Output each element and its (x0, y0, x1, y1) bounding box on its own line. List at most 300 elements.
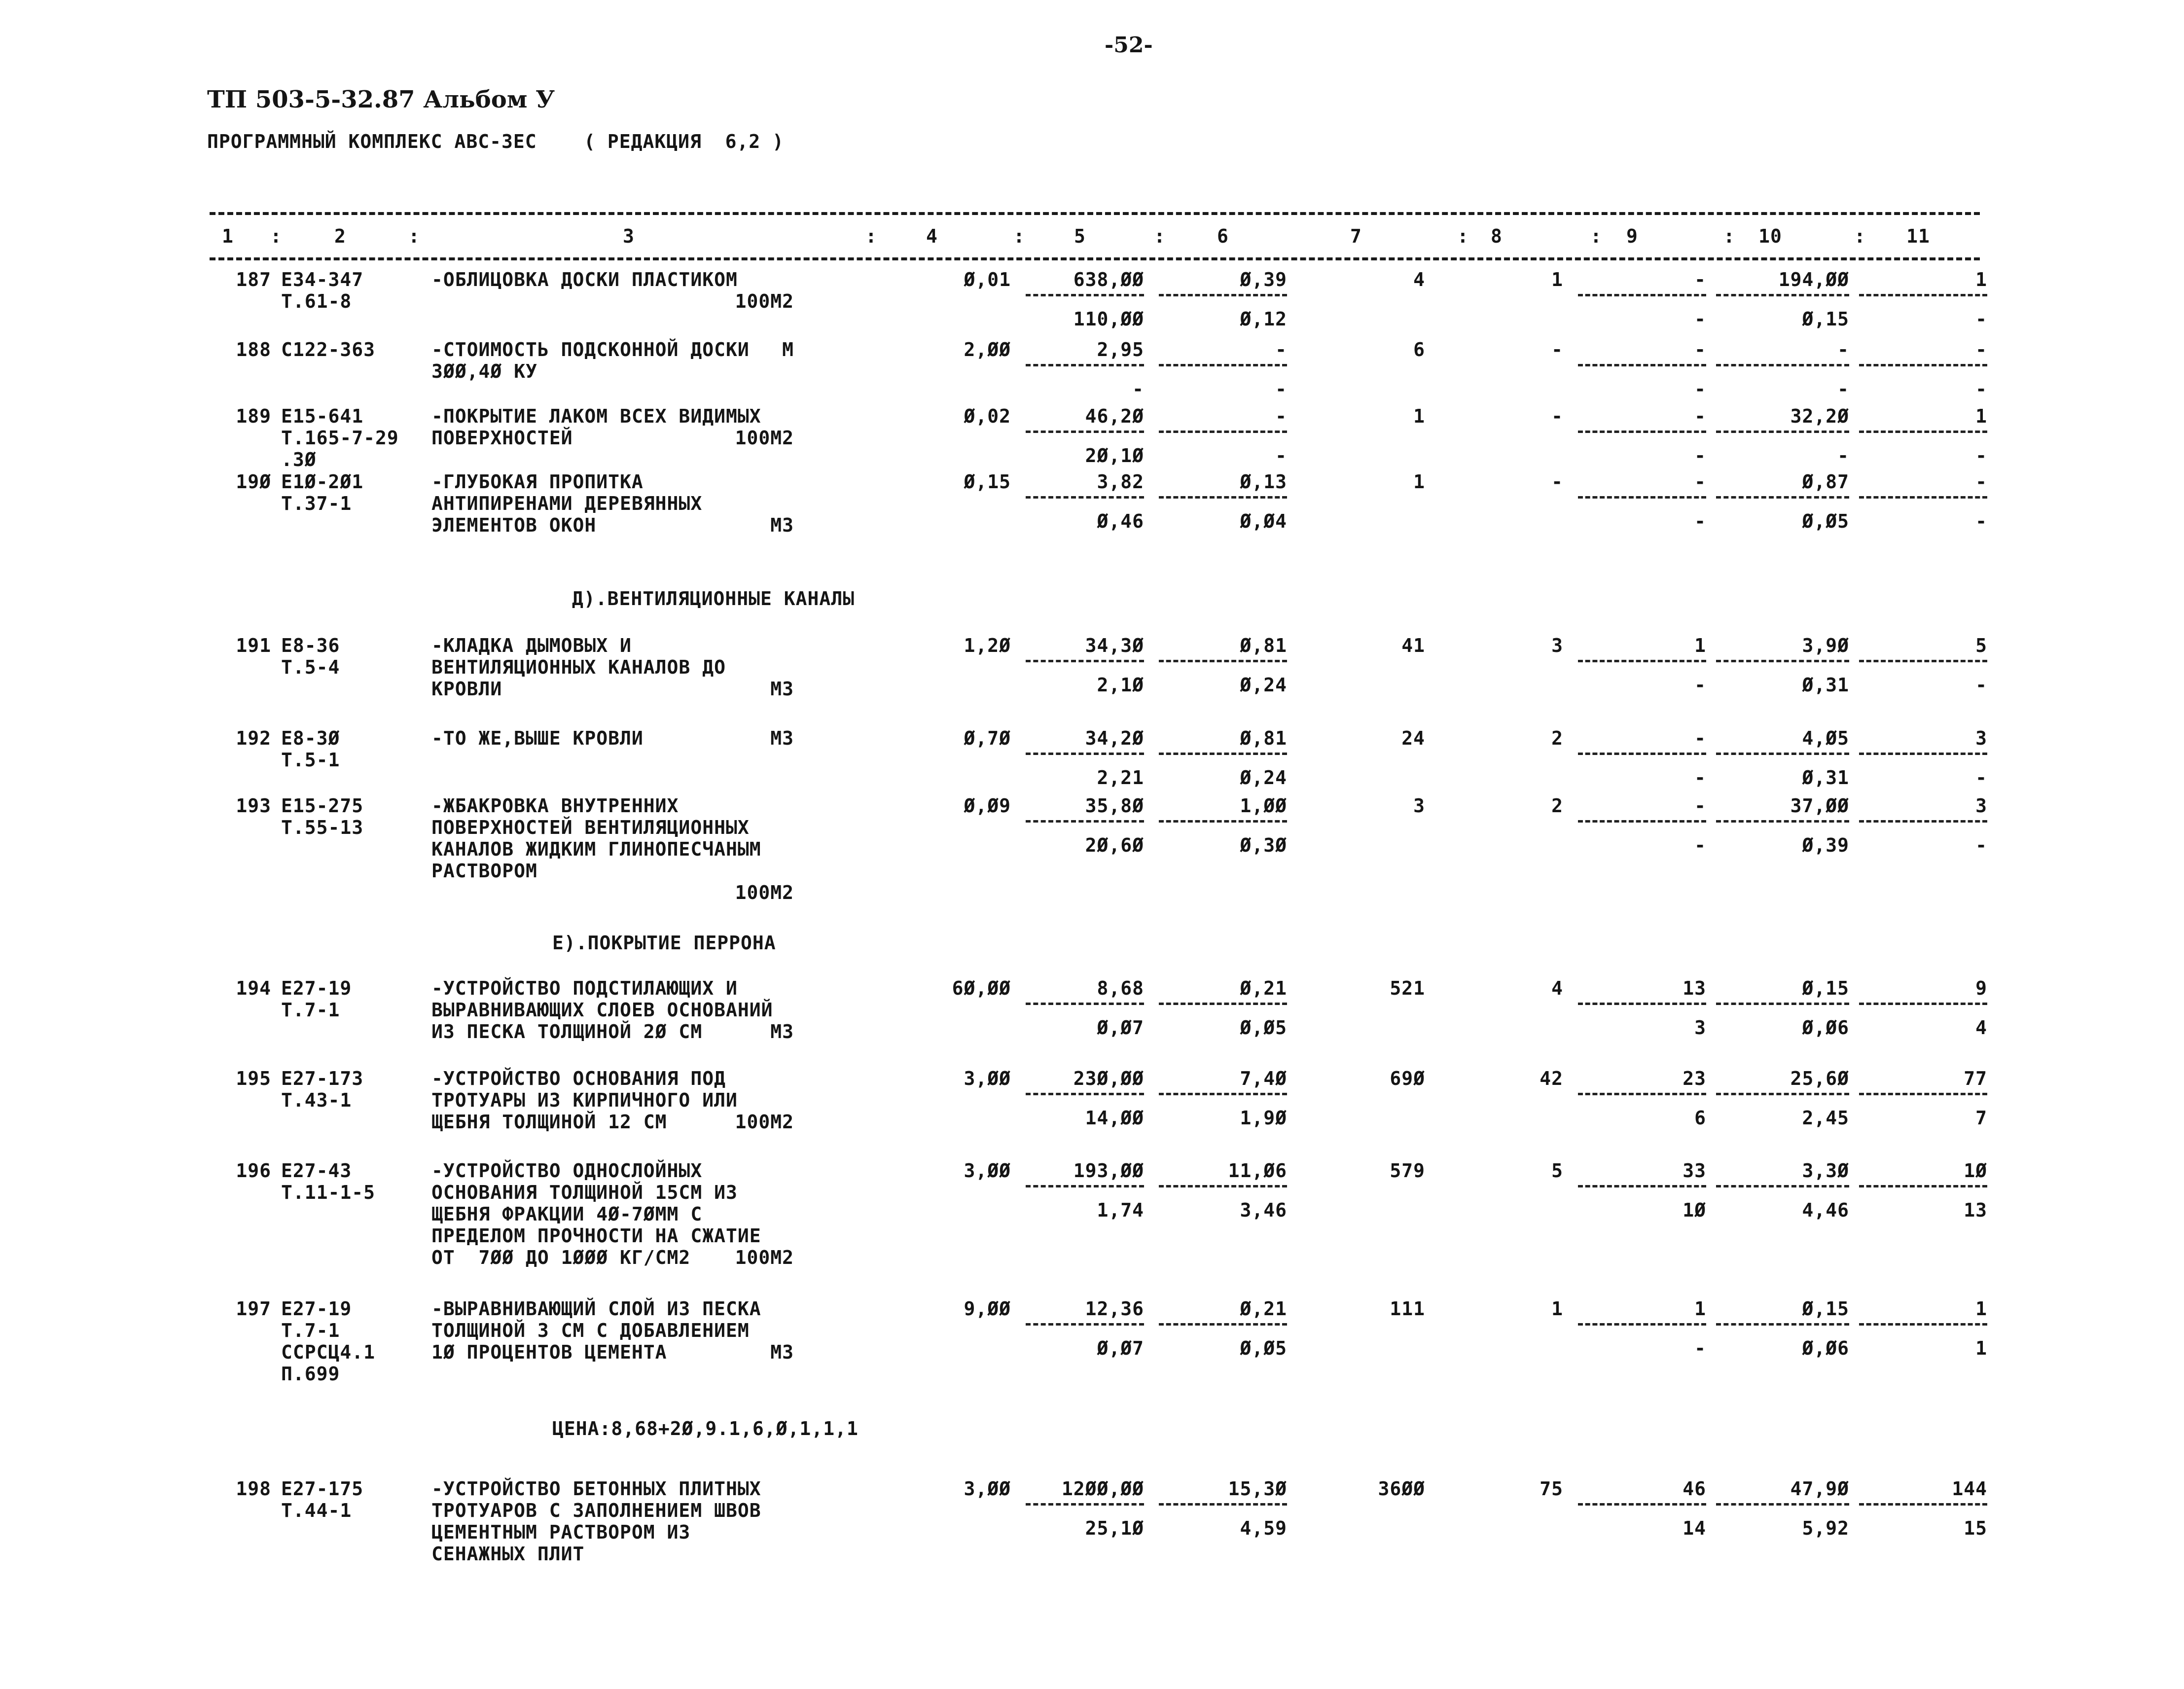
cell-divider (1859, 1503, 1987, 1506)
norm-code: Т.7-1 (281, 1320, 340, 1341)
machine-cost-value: - (1694, 510, 1706, 532)
norm-code: Е8-3Ø (281, 727, 340, 749)
machine-cost-value: 46 (1683, 1478, 1706, 1500)
work-description: -СТОИМОСТЬ ПОДСКОННОЙ ДОСКИ (431, 339, 750, 360)
labor-total-value: - (1975, 308, 1987, 330)
cell-divider (1159, 496, 1287, 499)
cell-divider (1026, 294, 1144, 296)
work-description: ЦЕМЕНТНЫМ РАСТВОРОМ ИЗ (431, 1521, 691, 1543)
machine-cost-value: 1 (1694, 635, 1706, 656)
machine-cost-value: - (1694, 445, 1706, 467)
work-description: 1Ø ПРОЦЕНТОВ ЦЕМЕНТА (431, 1341, 667, 1363)
unit-of-measure: М3 (770, 1021, 794, 1042)
wage-value: Ø,Ø4 (1240, 510, 1287, 532)
labor-value: 3,3Ø (1802, 1160, 1849, 1182)
labor-value: 3,9Ø (1802, 635, 1849, 656)
cell-divider (1716, 660, 1849, 662)
unit-cost-value: - (1132, 378, 1144, 400)
wage-value: 7,4Ø (1240, 1068, 1287, 1089)
labor-total-value: 77 (1964, 1068, 1987, 1089)
table-header-rule (210, 257, 1980, 260)
cell-divider (1859, 753, 1987, 755)
norm-code: Т.55-13 (281, 817, 364, 838)
norm-code: Т.5-1 (281, 749, 340, 771)
cell-divider (1859, 660, 1987, 662)
wage-value: Ø,3Ø (1240, 834, 1287, 856)
cell-divider (1859, 1003, 1987, 1005)
work-description: ТОЛЩИНОЙ 3 СМ С ДОБАВЛЕНИЕМ (431, 1320, 750, 1341)
unit-cost-value: 638,ØØ (1073, 269, 1144, 290)
cell-divider (1716, 294, 1849, 296)
machine-cost-value: 3 (1694, 1017, 1706, 1039)
row-number: 188 (236, 339, 271, 360)
wage-value: Ø,13 (1240, 471, 1287, 493)
unit-cost-value: 8,68 (1097, 977, 1144, 999)
quantity-value: 6Ø,ØØ (952, 977, 1011, 999)
norm-code: Е8-36 (281, 635, 340, 656)
work-description: -ПОКРЫТИЕ ЛАКОМ ВСЕХ ВИДИМЫХ (431, 405, 761, 427)
column-separator: : (270, 225, 282, 247)
labor-total-value: 1 (1975, 269, 1987, 290)
wage-value: Ø,Ø5 (1240, 1337, 1287, 1359)
work-description: КРОВЛИ (431, 678, 502, 700)
wage-value: 1,9Ø (1240, 1107, 1287, 1129)
column-header-9: 9 (1626, 225, 1638, 247)
unit-cost-value: 34,3Ø (1085, 635, 1144, 656)
program-header: ПРОГРАММНЫЙ КОМПЛЕКС АВС-3ЕС ( РЕДАКЦИЯ 6,2 ) (207, 131, 785, 152)
total-wage-value: 75 (1540, 1478, 1563, 1500)
row-number: 193 (236, 795, 271, 817)
labor-total-value: 9 (1975, 977, 1987, 999)
unit-cost-value: 46,2Ø (1085, 405, 1144, 427)
labor-total-value: 1 (1975, 1337, 1987, 1359)
column-separator: : (1013, 225, 1025, 247)
total-cost-value: 24 (1401, 727, 1425, 749)
quantity-value: Ø,02 (964, 405, 1011, 427)
cell-divider (1859, 496, 1987, 499)
labor-total-value: 144 (1952, 1478, 1987, 1500)
cell-divider (1859, 431, 1987, 433)
labor-value: 37,ØØ (1790, 795, 1849, 817)
unit-cost-value: 23Ø,ØØ (1073, 1068, 1144, 1089)
norm-code: Е34-347 (281, 269, 364, 290)
machine-cost-value: - (1694, 308, 1706, 330)
total-wage-value: 3 (1551, 635, 1563, 656)
column-header-1: 1 (222, 225, 234, 247)
cell-divider (1859, 820, 1987, 823)
wage-value: - (1275, 339, 1287, 360)
cell-divider (1716, 753, 1849, 755)
cell-divider (1859, 1093, 1987, 1095)
labor-total-value: 7 (1975, 1107, 1987, 1129)
machine-cost-value: 1Ø (1683, 1199, 1706, 1221)
machine-cost-value: - (1694, 1337, 1706, 1359)
machine-cost-value: 23 (1683, 1068, 1706, 1089)
machine-cost-value: - (1694, 727, 1706, 749)
work-description: АНТИПИРЕНАМИ ДЕРЕВЯННЫХ (431, 493, 703, 514)
cell-divider (1159, 294, 1287, 296)
work-description: ВЕНТИЛЯЦИОННЫХ КАНАЛОВ ДО (431, 656, 726, 678)
cell-divider (1716, 1093, 1849, 1095)
work-description: -УСТРОЙСТВО ПОДСТИЛАЮЩИХ И (431, 977, 738, 999)
labor-value: 25,6Ø (1790, 1068, 1849, 1089)
machine-cost-value: - (1694, 471, 1706, 493)
labor-value: 4,46 (1802, 1199, 1849, 1221)
column-header-7: 7 (1350, 225, 1362, 247)
quantity-value: 9,ØØ (964, 1298, 1011, 1320)
labor-value: Ø,15 (1802, 1298, 1849, 1320)
machine-cost-value: 33 (1683, 1160, 1706, 1182)
work-description: СЕНАЖНЫХ ПЛИТ (431, 1543, 585, 1565)
cell-divider (1716, 1003, 1849, 1005)
cell-divider (1716, 1185, 1849, 1187)
unit-cost-value: Ø,Ø7 (1097, 1337, 1144, 1359)
unit-cost-value: 35,8Ø (1085, 795, 1144, 817)
unit-of-measure: М3 (770, 727, 794, 749)
cell-divider (1026, 364, 1144, 366)
quantity-value: Ø,01 (964, 269, 1011, 290)
column-separator: : (408, 225, 420, 247)
row-number: 195 (236, 1068, 271, 1089)
unit-cost-value: 2,95 (1097, 339, 1144, 360)
norm-code: Е27-19 (281, 977, 352, 999)
labor-value: Ø,39 (1802, 834, 1849, 856)
labor-total-value: 15 (1964, 1517, 1987, 1539)
work-description: -ГЛУБОКАЯ ПРОПИТКА (431, 471, 644, 493)
cell-divider (1716, 820, 1849, 823)
work-description: ПОВЕРХНОСТЕЙ ВЕНТИЛЯЦИОННЫХ (431, 817, 750, 838)
labor-value: 2,45 (1802, 1107, 1849, 1129)
unit-of-measure: 100М2 (735, 1111, 794, 1133)
column-separator: : (1590, 225, 1602, 247)
work-description: 3ØØ,4Ø КУ (431, 360, 537, 382)
cell-divider (1716, 1503, 1849, 1506)
wage-value: 4,59 (1240, 1517, 1287, 1539)
unit-cost-value: 12,36 (1085, 1298, 1144, 1320)
labor-value: 32,2Ø (1790, 405, 1849, 427)
norm-code: Е15-641 (281, 405, 364, 427)
unit-cost-value: 14,ØØ (1085, 1107, 1144, 1129)
cell-divider (1026, 820, 1144, 823)
work-description: ТРОТУАРОВ С ЗАПОЛНЕНИЕМ ШВОВ (431, 1500, 761, 1521)
labor-total-value: 1 (1975, 1298, 1987, 1320)
row-number: 187 (236, 269, 271, 290)
cell-divider (1159, 1185, 1287, 1187)
labor-value: - (1837, 339, 1849, 360)
cell-divider (1578, 1093, 1706, 1095)
unit-cost-value: 2,1Ø (1097, 674, 1144, 696)
cell-divider (1716, 496, 1849, 499)
column-separator: : (1854, 225, 1866, 247)
unit-cost-value: 34,2Ø (1085, 727, 1144, 749)
wage-value: Ø,81 (1240, 635, 1287, 656)
wage-value: Ø,24 (1240, 674, 1287, 696)
wage-value: Ø,24 (1240, 767, 1287, 789)
column-header-5: 5 (1074, 225, 1086, 247)
total-cost-value: 36ØØ (1378, 1478, 1425, 1500)
labor-value: 5,92 (1802, 1517, 1849, 1539)
section-heading-ventilation: Д).ВЕНТИЛЯЦИОННЫЕ КАНАЛЫ (572, 588, 855, 610)
unit-cost-value: 3,82 (1097, 471, 1144, 493)
labor-total-value: 1 (1975, 405, 1987, 427)
total-cost-value: 579 (1390, 1160, 1425, 1182)
norm-code: .3Ø (281, 449, 317, 470)
labor-value: Ø,15 (1802, 308, 1849, 330)
total-wage-value: 42 (1540, 1068, 1563, 1089)
norm-code: С122-363 (281, 339, 376, 360)
labor-total-value: - (1975, 445, 1987, 467)
norm-code: Е27-173 (281, 1068, 364, 1089)
cell-divider (1578, 364, 1706, 366)
labor-total-value: 3 (1975, 795, 1987, 817)
wage-value: 3,46 (1240, 1199, 1287, 1221)
labor-total-value: - (1975, 339, 1987, 360)
wage-value: - (1275, 378, 1287, 400)
total-wage-value: 1 (1551, 269, 1563, 290)
unit-cost-value: 25,1Ø (1085, 1517, 1144, 1539)
cell-divider (1159, 1003, 1287, 1005)
column-header-3: 3 (623, 225, 635, 247)
cell-divider (1159, 660, 1287, 662)
unit-cost-value: Ø,46 (1097, 510, 1144, 532)
machine-cost-value: 14 (1683, 1517, 1706, 1539)
total-cost-value: 69Ø (1390, 1068, 1425, 1089)
column-separator: : (865, 225, 877, 247)
unit-cost-value: 110,ØØ (1073, 308, 1144, 330)
norm-code: Т.11-1-5 (281, 1182, 376, 1203)
row-number: 198 (236, 1478, 271, 1500)
labor-value: - (1837, 378, 1849, 400)
quantity-value: 3,ØØ (964, 1160, 1011, 1182)
cell-divider (1859, 364, 1987, 366)
work-description: -КЛАДКА ДЫМОВЫХ И (431, 635, 632, 656)
work-description: -ВЫРАВНИВАЮЩИЙ СЛОЙ ИЗ ПЕСКА (431, 1298, 761, 1320)
work-description: ЩЕБНЯ ТОЛЩИНОЙ 12 СМ (431, 1111, 667, 1133)
wage-value: Ø,12 (1240, 308, 1287, 330)
column-header-6: 6 (1217, 225, 1229, 247)
cell-divider (1026, 1185, 1144, 1187)
total-wage-value: 1 (1551, 1298, 1563, 1320)
column-header-4: 4 (926, 225, 938, 247)
unit-cost-value: 2Ø,1Ø (1085, 445, 1144, 467)
column-separator: : (1154, 225, 1166, 247)
cell-divider (1859, 1323, 1987, 1326)
column-separator: : (1723, 225, 1735, 247)
cell-divider (1578, 1323, 1706, 1326)
table-top-rule (210, 212, 1980, 215)
cell-divider (1578, 431, 1706, 433)
cell-divider (1859, 1185, 1987, 1187)
cell-divider (1578, 753, 1706, 755)
total-cost-value: 3 (1413, 795, 1425, 817)
cell-divider (1578, 1185, 1706, 1187)
labor-value: - (1837, 445, 1849, 467)
work-description: ОТ 7ØØ ДО 1ØØØ КГ/СМ2 (431, 1247, 691, 1268)
cell-divider (1159, 753, 1287, 755)
total-cost-value: 1 (1413, 471, 1425, 493)
column-header-10: 10 (1758, 225, 1782, 247)
total-wage-value: 5 (1551, 1160, 1563, 1182)
norm-code: Е27-43 (281, 1160, 352, 1182)
machine-cost-value: - (1694, 795, 1706, 817)
cell-divider (1026, 496, 1144, 499)
machine-cost-value: - (1694, 834, 1706, 856)
labor-total-value: - (1975, 674, 1987, 696)
labor-total-value: - (1975, 471, 1987, 493)
cell-divider (1578, 294, 1706, 296)
cell-divider (1026, 1503, 1144, 1506)
unit-of-measure: М3 (770, 678, 794, 700)
labor-total-value: - (1975, 767, 1987, 789)
cell-divider (1578, 496, 1706, 499)
norm-code: Е15-275 (281, 795, 364, 817)
total-wage-value: - (1551, 471, 1563, 493)
machine-cost-value: - (1694, 405, 1706, 427)
column-header-11: 11 (1906, 225, 1930, 247)
work-description: РАСТВОРОМ (431, 860, 537, 882)
cell-divider (1026, 660, 1144, 662)
cell-divider (1578, 1503, 1706, 1506)
labor-total-value: - (1975, 510, 1987, 532)
quantity-value: 1,2Ø (964, 635, 1011, 656)
machine-cost-value: - (1694, 339, 1706, 360)
work-description: -ТО ЖЕ,ВЫШЕ КРОВЛИ (431, 727, 644, 749)
quantity-value: 3,ØØ (964, 1068, 1011, 1089)
cell-divider (1159, 1323, 1287, 1326)
cell-divider (1159, 364, 1287, 366)
norm-code: Т.44-1 (281, 1500, 352, 1521)
unit-of-measure: 100М2 (735, 1247, 794, 1268)
cell-divider (1578, 820, 1706, 823)
work-description: ПОВЕРХНОСТЕЙ (431, 427, 573, 449)
cell-divider (1026, 1093, 1144, 1095)
labor-total-value: 4 (1975, 1017, 1987, 1039)
norm-code: Е1Ø-2Ø1 (281, 471, 364, 493)
column-header-8: 8 (1491, 225, 1503, 247)
row-number: 192 (236, 727, 271, 749)
cell-divider (1159, 1093, 1287, 1095)
unit-of-measure: 100М2 (735, 290, 794, 312)
work-description: ПРЕДЕЛОМ ПРОЧНОСТИ НА СЖАТИЕ (431, 1225, 761, 1247)
total-wage-value: 4 (1551, 977, 1563, 999)
total-cost-value: 521 (1390, 977, 1425, 999)
unit-of-measure: М3 (770, 1341, 794, 1363)
work-description: ЭЛЕМЕНТОВ ОКОН (431, 514, 597, 536)
work-description: -УСТРОЙСТВО ОДНОСЛОЙНЫХ (431, 1160, 703, 1182)
wage-value: Ø,39 (1240, 269, 1287, 290)
row-number: 197 (236, 1298, 271, 1320)
wage-value: - (1275, 445, 1287, 467)
labor-total-value: 5 (1975, 635, 1987, 656)
labor-value: Ø,Ø6 (1802, 1017, 1849, 1039)
machine-cost-value: 13 (1683, 977, 1706, 999)
cell-divider (1026, 1323, 1144, 1326)
labor-total-value: 1Ø (1964, 1160, 1987, 1182)
machine-cost-value: - (1694, 378, 1706, 400)
labor-total-value: 13 (1964, 1199, 1987, 1221)
cell-divider (1859, 294, 1987, 296)
wage-value: Ø,81 (1240, 727, 1287, 749)
work-description: -ОБЛИЦОВКА ДОСКИ ПЛАСТИКОМ (431, 269, 738, 290)
quantity-value: Ø,15 (964, 471, 1011, 493)
machine-cost-value: - (1694, 674, 1706, 696)
norm-code: ССРСЦ4.1 (281, 1341, 376, 1363)
cell-divider (1159, 820, 1287, 823)
work-description: -УСТРОЙСТВО БЕТОННЫХ ПЛИТНЫХ (431, 1478, 761, 1500)
work-description: ВЫРАВНИВАЮЩИХ СЛОЕВ ОСНОВАНИЙ (431, 999, 773, 1021)
unit-cost-value: 193,ØØ (1073, 1160, 1144, 1182)
labor-value: Ø,31 (1802, 674, 1849, 696)
page-number: -52- (1105, 33, 1153, 58)
norm-code: Т.37-1 (281, 493, 352, 514)
total-cost-value: 1 (1413, 405, 1425, 427)
price-note: ЦЕНА:8,68+2Ø,9.1,6,Ø,1,1,1 (552, 1418, 859, 1439)
quantity-value: 3,ØØ (964, 1478, 1011, 1500)
labor-value: 4,Ø5 (1802, 727, 1849, 749)
cell-divider (1716, 364, 1849, 366)
cell-divider (1716, 431, 1849, 433)
norm-code: Е27-19 (281, 1298, 352, 1320)
cell-divider (1026, 753, 1144, 755)
machine-cost-value: 6 (1694, 1107, 1706, 1129)
cell-divider (1716, 1323, 1849, 1326)
quantity-value: Ø,Ø9 (964, 795, 1011, 817)
section-heading-platform: Е).ПОКРЫТИЕ ПЕРРОНА (552, 932, 776, 954)
cell-divider (1578, 1003, 1706, 1005)
labor-total-value: 3 (1975, 727, 1987, 749)
wage-value: 11,Ø6 (1228, 1160, 1287, 1182)
wage-value: 1,ØØ (1240, 795, 1287, 817)
row-number: 19Ø (236, 471, 271, 493)
norm-code: Т.165-7-29 (281, 427, 399, 449)
total-cost-value: 6 (1413, 339, 1425, 360)
document-reference: ТП 503-5-32.87 Альбом У (207, 86, 555, 113)
unit-cost-value: 12ØØ,ØØ (1061, 1478, 1144, 1500)
labor-value: Ø,31 (1802, 767, 1849, 789)
cell-divider (1159, 431, 1287, 433)
wage-value: Ø,Ø5 (1240, 1017, 1287, 1039)
labor-value: Ø,Ø6 (1802, 1337, 1849, 1359)
total-wage-value: 2 (1551, 795, 1563, 817)
wage-value: Ø,21 (1240, 977, 1287, 999)
unit-of-measure: 100М2 (735, 427, 794, 449)
total-cost-value: 4 (1413, 269, 1425, 290)
norm-code: П.699 (281, 1363, 340, 1385)
cell-divider (1578, 660, 1706, 662)
total-cost-value: 41 (1401, 635, 1425, 656)
work-description: КАНАЛОВ ЖИДКИМ ГЛИНОПЕСЧАНЫМ (431, 838, 761, 860)
norm-code: Т.5-4 (281, 656, 340, 678)
labor-value: Ø,15 (1802, 977, 1849, 999)
labor-total-value: - (1975, 378, 1987, 400)
wage-value: - (1275, 405, 1287, 427)
machine-cost-value: - (1694, 767, 1706, 789)
norm-code: Т.7-1 (281, 999, 340, 1021)
cell-divider (1159, 1503, 1287, 1506)
unit-of-measure: М3 (770, 514, 794, 536)
total-cost-value: 111 (1390, 1298, 1425, 1320)
labor-value: Ø,87 (1802, 471, 1849, 493)
row-number: 194 (236, 977, 271, 999)
work-description: -ЖБАКРОВКА ВНУТРЕННИХ (431, 795, 679, 817)
quantity-value: Ø,7Ø (964, 727, 1011, 749)
unit-cost-value: 1,74 (1097, 1199, 1144, 1221)
labor-total-value: - (1975, 834, 1987, 856)
norm-code: Е27-175 (281, 1478, 364, 1500)
work-description: ИЗ ПЕСКА ТОЛЩИНОЙ 2Ø СМ (431, 1021, 703, 1042)
unit-cost-value: 2Ø,6Ø (1085, 834, 1144, 856)
machine-cost-value: - (1694, 269, 1706, 290)
